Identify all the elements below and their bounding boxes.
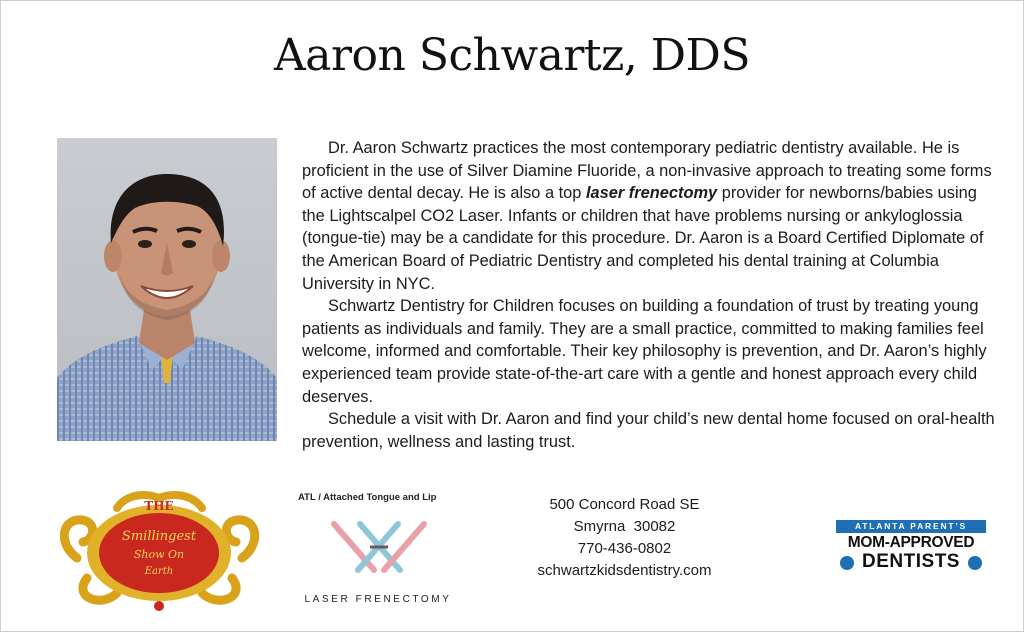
smillingest-show-logo xyxy=(57,488,262,613)
laser-frenectomy-emphasis: laser frenectomy xyxy=(585,184,718,203)
bio-paragraph-1: Dr. Aaron Schwartz practices the most contemporary pediatric dentistry available. He is proficient in the use of Silver Diamine Fluoride, a non-invasive approach to treating some forms of active dental decay. He is also a top laser frenectomy provider for newborns/babies using the Lightscalpel CO2 Laser. Infants or children that have problems nursing or ankyloglossia (tongue-tie) may be a candidate for this procedure. Dr. Aaron is a Board Certified Diplomate of the American Board of Pediatric Dentistry and completed his dental training at Columbia University in NYC. xyxy=(302,139,992,293)
phone-number: 770-436-0802 xyxy=(577,540,672,557)
website-link[interactable]: schwartzkidsdentistry.com xyxy=(537,562,712,579)
address-street: 500 Concord Road SE xyxy=(549,496,700,513)
mom-approved-badge xyxy=(836,520,986,580)
contact-block xyxy=(512,494,737,582)
laser-frenectomy-label: LASER FRENECTOMY xyxy=(304,594,452,605)
bio-text xyxy=(302,137,1002,453)
tongue-lip-logo-icon xyxy=(330,518,428,576)
badge-middle-text: MOM-APPROVED xyxy=(847,534,975,551)
badge-top-text: ATLANTA PARENT’S xyxy=(836,520,986,533)
logo-line-show-on: Show On xyxy=(133,548,185,561)
badge-bottom-text: DENTISTS xyxy=(862,551,960,572)
bio-paragraph-2: Schwartz Dentistry for Children focuses on building a foundation of trust by treating young patients as individuals and family. They are a small practice, committed to making families feel welcome, informed and comfortable. Their key philosophy is prevention, and Dr. Aaron’s highly experienced team provide state-of-the-art care with a gentle and honest approach every child deserves. xyxy=(302,297,987,406)
logo-line-smillingest: Smillingest xyxy=(121,529,197,544)
logo-line-earth: Earth xyxy=(144,566,174,577)
doctor-portrait xyxy=(57,138,277,441)
tooth-icon xyxy=(840,556,854,570)
utensils-icon xyxy=(968,556,982,570)
page-title: Aaron Schwartz, DDS xyxy=(274,30,750,81)
bio-paragraph-3: Schedule a visit with Dr. Aaron and find your child’s new dental home focused on oral-health prevention, wellness and lasting trust. xyxy=(302,410,995,451)
atl-caption: ATL / Attached Tongue and Lip xyxy=(298,492,437,503)
logo-line-the: THE xyxy=(144,499,174,513)
address-city: Smyrna 30082 xyxy=(573,518,676,535)
